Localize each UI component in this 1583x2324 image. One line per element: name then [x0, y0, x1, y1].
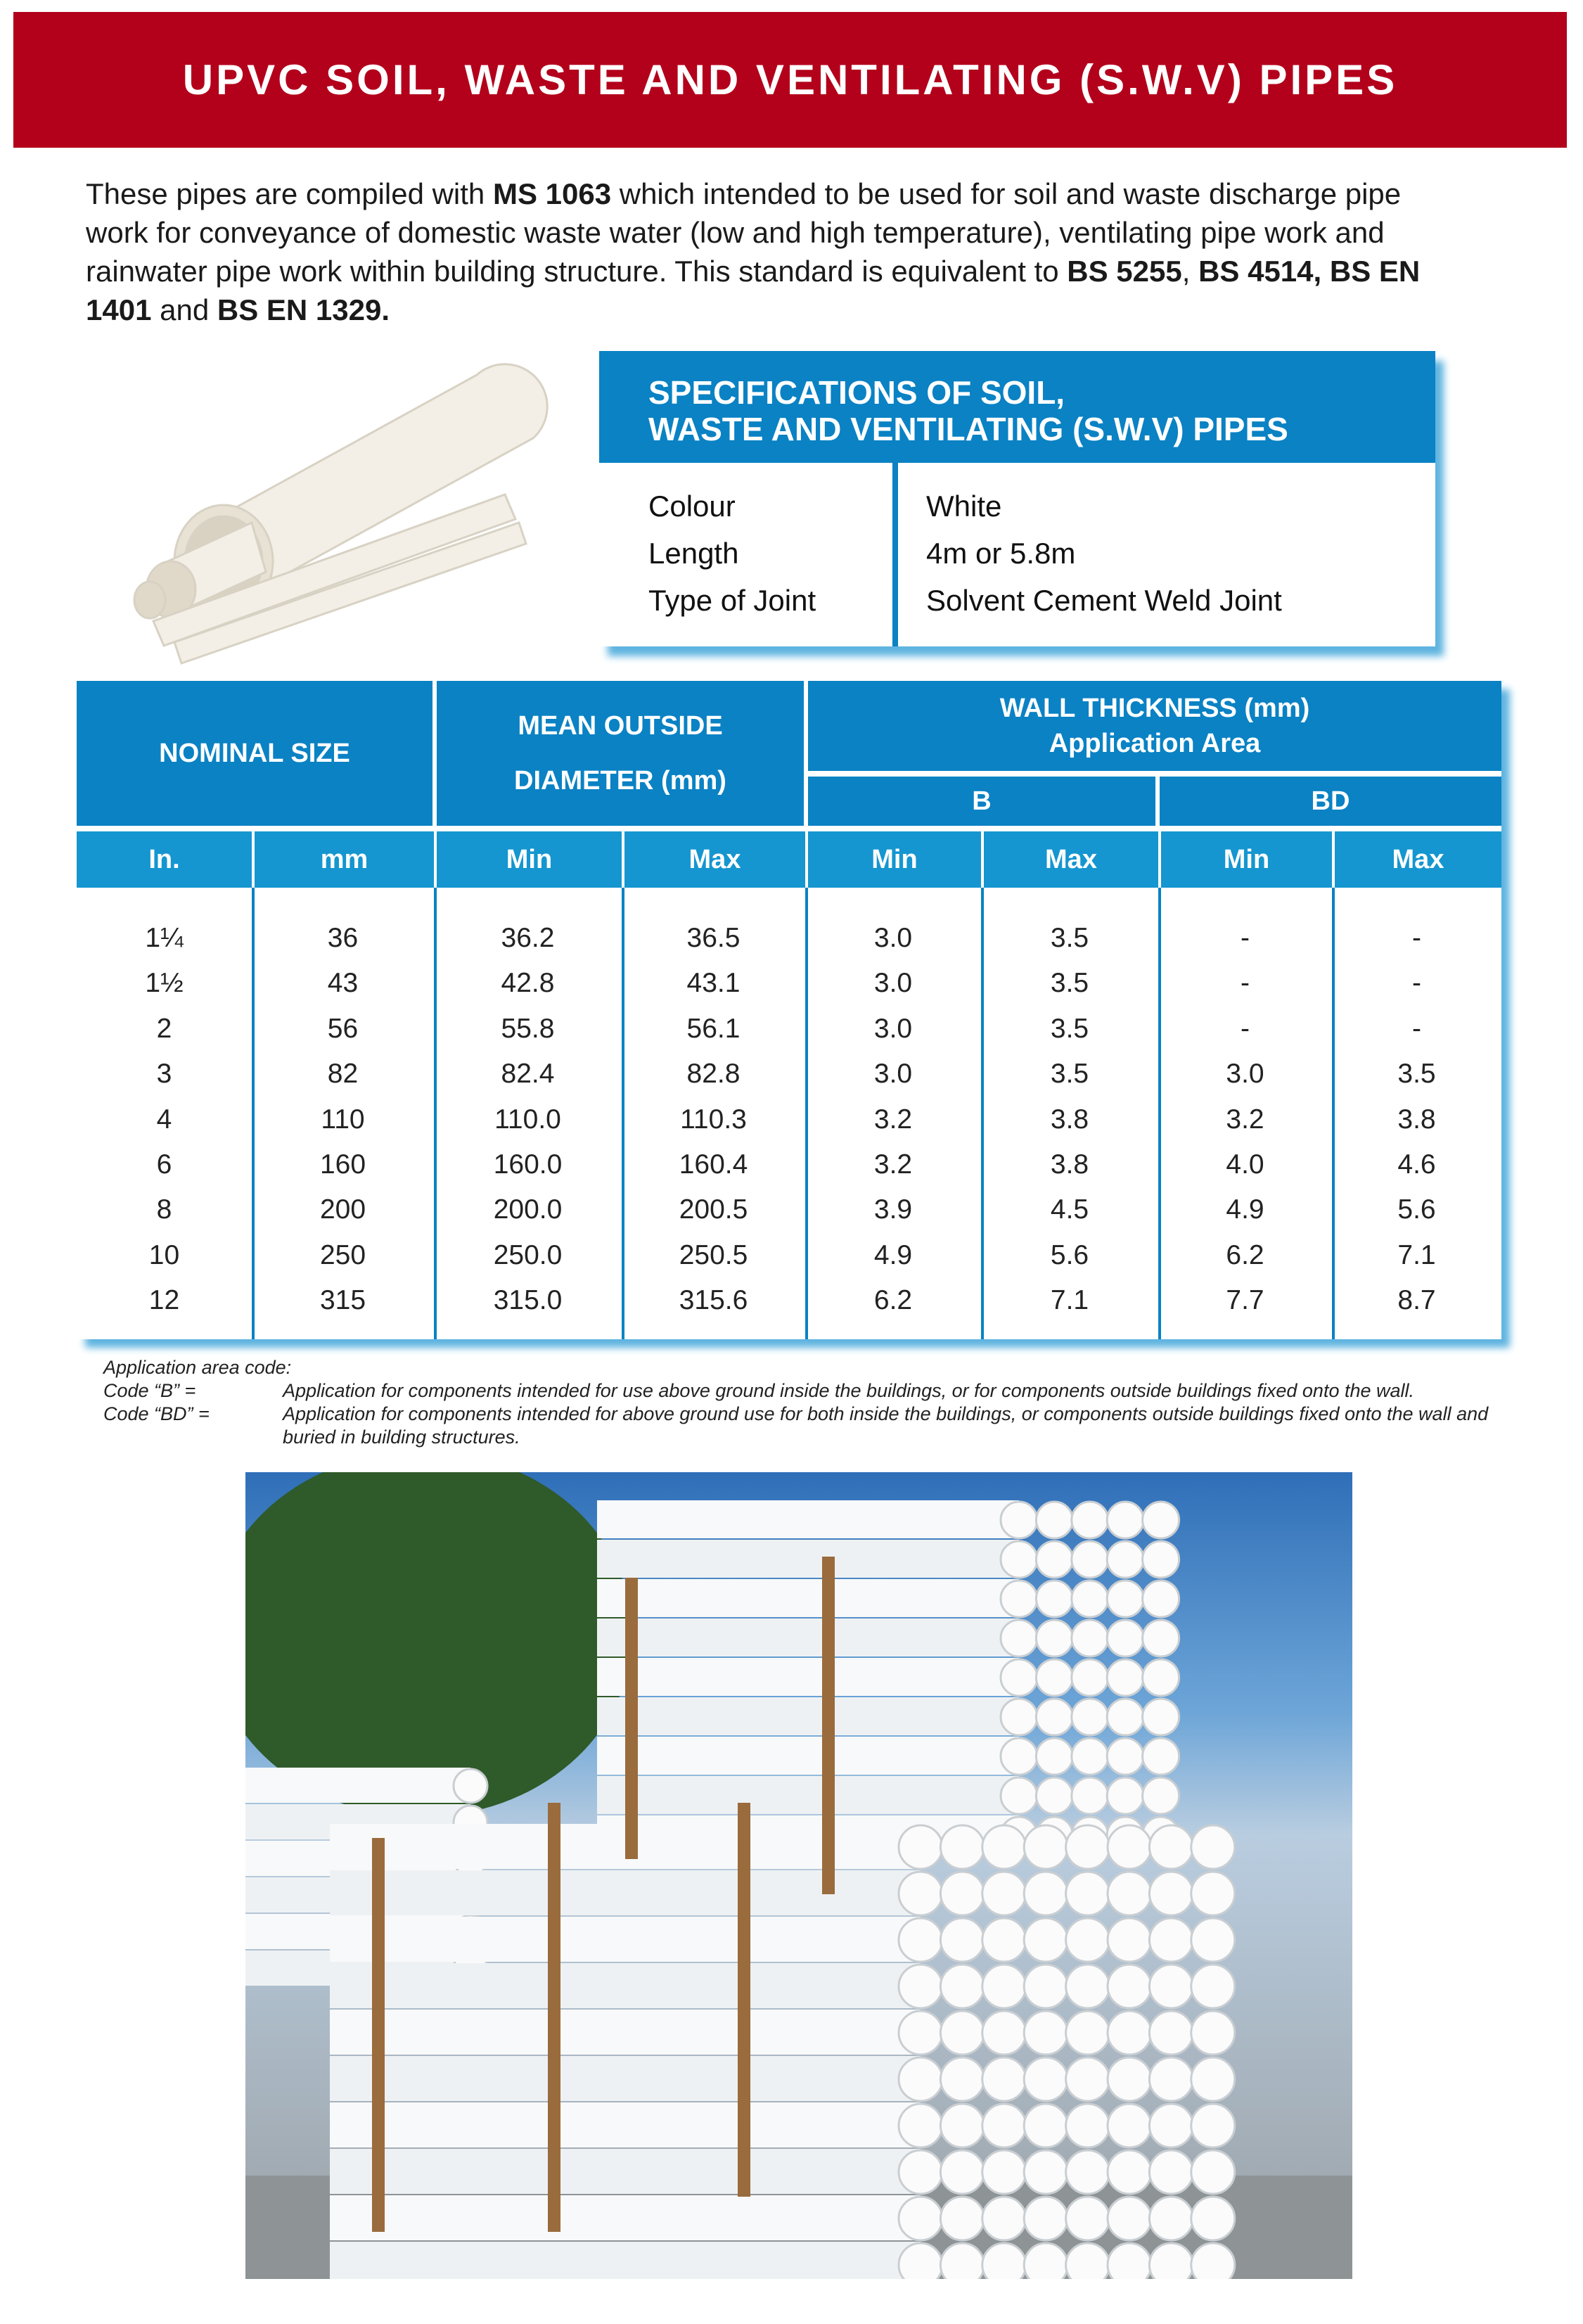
pipe-end: [1072, 1581, 1108, 1617]
table-cell: 160: [319, 1149, 366, 1180]
table-cell: 3.9: [873, 1194, 913, 1225]
pipe-end: [1108, 1872, 1151, 1915]
subheader-4: Min: [808, 831, 981, 888]
pipe: [597, 1579, 1019, 1617]
table-cell: 200.0: [493, 1194, 563, 1225]
header-text: Application Area: [1049, 729, 1261, 758]
pipe-end: [982, 1965, 1026, 2008]
table-cell: -: [1241, 923, 1250, 953]
pipe: [597, 1776, 1019, 1814]
pipe-end: [1024, 2243, 1068, 2279]
subheader-5: Max: [984, 831, 1158, 888]
pipe-end: [940, 2104, 984, 2147]
pipe-end: [1001, 1620, 1037, 1656]
table-cell: 315.0: [493, 1285, 563, 1316]
table-cell: 3.2: [873, 1149, 913, 1180]
subheader-6: Min: [1161, 831, 1332, 888]
table-cell: 3.8: [1050, 1104, 1089, 1135]
wooden-brace: [372, 1838, 385, 2232]
table-cell: 5.6: [1397, 1194, 1436, 1225]
pipe-end: [1191, 2057, 1235, 2101]
pipe-end: [1024, 2011, 1068, 2055]
pipe-end: [899, 1918, 942, 1962]
pipe-end: [1149, 2011, 1193, 2055]
table-cell: -: [1241, 1013, 1250, 1044]
header-text: MEAN OUTSIDE: [518, 711, 723, 741]
pipe-end: [940, 1872, 984, 1915]
pipe-end: [1108, 2150, 1151, 2194]
pipe-end: [1107, 1620, 1143, 1656]
pipe-end: [1143, 1659, 1179, 1696]
intro-text: and: [151, 293, 217, 326]
pipes-product-image: [111, 333, 563, 666]
spec-value-colour: White: [926, 490, 1002, 523]
table-cell: -: [1412, 968, 1421, 999]
table-cell: 110: [321, 1104, 365, 1135]
pipe-end: [1066, 1918, 1110, 1962]
pipe-end: [1149, 2197, 1193, 2240]
pipe-end: [1108, 2243, 1151, 2279]
table-cell: 43: [327, 968, 359, 999]
pipe-end: [982, 1825, 1026, 1869]
pipe-end: [1066, 2011, 1110, 2055]
pipe-end: [1149, 1918, 1193, 1962]
pipe-end: [1001, 1541, 1037, 1578]
pipe-end: [1107, 1738, 1143, 1775]
pipe: [330, 1917, 921, 1962]
pipe-end: [899, 2057, 942, 2101]
table-cell: 200: [319, 1194, 366, 1225]
pipe-end: [1149, 2150, 1193, 2194]
table-cell: 315.6: [679, 1285, 748, 1316]
pipe-end: [1036, 1777, 1072, 1814]
table-cell: 36.5: [686, 923, 741, 953]
table-cell: 3.8: [1397, 1104, 1436, 1135]
table-cell: 160.0: [493, 1149, 563, 1180]
intro-standard: BS EN 1329.: [217, 293, 390, 326]
table-cell: 250: [319, 1239, 366, 1270]
pipe-end: [1024, 2197, 1068, 2240]
pipe: [597, 1697, 1019, 1735]
table-cell: 110.3: [680, 1104, 747, 1135]
table-cell: 2: [156, 1013, 172, 1044]
pipe: [330, 2102, 921, 2147]
pipe-end: [1108, 1918, 1151, 1962]
header-wall-thickness: [808, 681, 1501, 771]
pipe-end: [1107, 1581, 1143, 1617]
pipe-end: [1036, 1659, 1072, 1696]
pipe-end: [1149, 2104, 1193, 2147]
pipe-end: [1024, 1825, 1068, 1869]
pipe-end: [1072, 1541, 1108, 1578]
table-cell: 43.1: [686, 968, 741, 999]
pipe-end: [1191, 1965, 1235, 2008]
intro-text: ,: [1181, 255, 1199, 288]
pipe-end: [1072, 1620, 1108, 1656]
pipe-end: [940, 1965, 984, 2008]
pipe-end: [1024, 1872, 1068, 1915]
pipe: [597, 1658, 1019, 1696]
table-cell: 10: [148, 1239, 180, 1270]
pipe-end: [1024, 2150, 1068, 2194]
pipe-end: [1191, 1918, 1235, 1962]
table-cell: 110.0: [494, 1104, 561, 1135]
wooden-brace: [738, 1803, 750, 2197]
table-cell: 250.5: [679, 1239, 748, 1270]
pipe-end: [1066, 1965, 1110, 2008]
pipe-end: [1143, 1502, 1179, 1538]
pipe-end: [1108, 1965, 1151, 2008]
pipe-end: [1143, 1699, 1179, 1735]
pipe: [330, 2242, 921, 2279]
pipe-end: [1108, 1825, 1151, 1869]
table-cell: 12: [148, 1285, 180, 1316]
pipe: [330, 2010, 921, 2055]
spec-value-length: 4m or 5.8m: [926, 537, 1076, 570]
intro-text: These pipes are compiled with: [86, 177, 493, 210]
table-cell: 3.8: [1050, 1149, 1089, 1180]
table-cell: 5.6: [1050, 1239, 1089, 1270]
subheader-2: Min: [437, 831, 622, 888]
table-cell: 3.0: [873, 1013, 913, 1044]
pipe-end: [1149, 2243, 1193, 2279]
pipe-end: [1107, 1699, 1143, 1735]
pipe-end: [1066, 2057, 1110, 2101]
pipe-end: [982, 2197, 1026, 2240]
title-bar: [13, 12, 1567, 148]
table-cell: 1¼: [145, 923, 184, 953]
pipe-end: [1143, 1581, 1179, 1617]
table-cell: 4.9: [873, 1239, 913, 1270]
application-notes: [103, 1356, 1510, 1449]
code-b-text: Application for components intended for use above ground inside the buildings, or for components outside buildings fixed onto the wall.: [283, 1380, 1415, 1401]
pipe-end: [1024, 2057, 1068, 2101]
intro-standard: BS 4514, BS EN 1401: [86, 255, 1421, 326]
pipe-end: [1024, 1965, 1068, 2008]
table-cell: 55.8: [501, 1013, 555, 1044]
table-cell: 3.5: [1050, 968, 1089, 999]
pipe-end: [1143, 1738, 1179, 1775]
pipe-end: [1191, 2243, 1235, 2279]
subheader-0: In.: [77, 831, 252, 888]
pipe-end: [1036, 1502, 1072, 1538]
table-cell: 3.2: [873, 1104, 913, 1135]
pipe-end: [1107, 1541, 1143, 1578]
specifications-box: [599, 351, 1435, 646]
pipe-end: [1072, 1659, 1108, 1696]
specifications-heading: [599, 351, 1435, 463]
spec-label-length: Length: [648, 537, 739, 570]
subheader-7: Max: [1335, 831, 1501, 888]
notes-heading: Application area code:: [103, 1357, 292, 1378]
table-cell: 36.2: [501, 923, 555, 953]
pipe-end: [1066, 1872, 1110, 1915]
table-cell: 7.1: [1050, 1285, 1089, 1316]
code-bd-key: Code “BD” =: [103, 1403, 210, 1424]
pipe-end: [1066, 2104, 1110, 2147]
wooden-brace: [625, 1578, 638, 1859]
pipe-end: [982, 2011, 1026, 2055]
table-cell: -: [1241, 968, 1250, 999]
table-cell: 8: [156, 1194, 172, 1225]
pipe: [597, 1737, 1019, 1775]
pipe-end: [1143, 1620, 1179, 1656]
wooden-brace: [548, 1803, 560, 2232]
table-cell: 4.6: [1397, 1149, 1436, 1180]
table-cell: 8.7: [1397, 1285, 1436, 1316]
spec-label-joint: Type of Joint: [648, 584, 816, 617]
pipe-end: [1149, 2057, 1193, 2101]
pipe-end: [454, 1769, 487, 1803]
table-cell: 3.0: [873, 1059, 913, 1090]
table-cell: 82.4: [501, 1059, 555, 1090]
pipe-end: [1072, 1502, 1108, 1538]
pipe-end: [982, 1918, 1026, 1962]
intro-text: which intended to be used for soil and waste discharge pipe work for conveyance of domestic waste water (low and high temperature), ventilating pipe work and rainwater pipe work within building structure. This standard is equivalent to: [86, 177, 1402, 288]
table-cell: 56.1: [686, 1013, 741, 1044]
table-cell: 82.8: [686, 1059, 741, 1090]
table-cell: 4: [156, 1104, 172, 1135]
table-cell: 56: [327, 1013, 359, 1044]
spec-label-colour: Colour: [648, 490, 736, 523]
pipe-end: [899, 2011, 942, 2055]
spec-value-joint: Solvent Cement Weld Joint: [926, 584, 1282, 617]
table-cell: -: [1412, 923, 1421, 953]
table-cell: 4.9: [1226, 1194, 1264, 1225]
table-cell: 3.5: [1397, 1059, 1436, 1090]
table-cell: 1½: [145, 968, 184, 999]
tree: [245, 1472, 632, 1817]
table-cell: 82: [327, 1059, 359, 1090]
pipe-end: [940, 2243, 984, 2279]
pipe-end: [1108, 2057, 1151, 2101]
table-cell: 3.5: [1050, 1013, 1089, 1044]
header-text: DIAMETER (mm): [514, 766, 726, 796]
stacked-pipes-photo: [245, 1472, 1352, 2279]
pipe-end: [1036, 1620, 1072, 1656]
code-b-key: Code “B” =: [103, 1380, 196, 1401]
header-nominal-size: NOMINAL SIZE: [77, 681, 432, 826]
table-cell: 36: [327, 923, 359, 953]
pipe-end: [1072, 1699, 1108, 1735]
pipe-end: [1001, 1699, 1037, 1735]
pipe: [597, 1500, 1019, 1538]
pipe-end: [1149, 1965, 1193, 2008]
table-cell: -: [1412, 1013, 1421, 1044]
pipe-end: [1001, 1659, 1037, 1696]
spec-heading-line: WASTE AND VENTILATING (S.W.V) PIPES: [648, 411, 1288, 447]
table-cell: 3.5: [1050, 923, 1089, 953]
header-text: WALL THICKNESS (mm): [999, 694, 1310, 723]
pipe: [597, 1540, 1019, 1578]
header-mean-outside-diameter: [437, 681, 804, 826]
pipe: [245, 1768, 470, 1803]
pipe-end: [982, 2104, 1026, 2147]
wooden-brace: [822, 1557, 835, 1894]
pipe-end: [940, 1825, 984, 1869]
pipe-end: [1107, 1502, 1143, 1538]
pipe-end: [1191, 1872, 1235, 1915]
pipe-end: [1036, 1738, 1072, 1775]
table-cell: 3.0: [873, 968, 913, 999]
pipe-end: [899, 1825, 942, 1869]
pipe-end: [899, 1965, 942, 2008]
pipe-end: [1072, 1777, 1108, 1814]
table-cell: 42.8: [501, 968, 555, 999]
pipe-end: [1066, 2150, 1110, 2194]
pipe-end: [940, 1918, 984, 1962]
pipe-end: [1024, 1918, 1068, 1962]
intro-standard: BS 5255: [1067, 255, 1182, 288]
pipe-end: [1108, 2011, 1151, 2055]
pipe-end: [1149, 1825, 1193, 1869]
pipe-end: [1191, 2104, 1235, 2147]
table-cell: 250.0: [493, 1239, 563, 1270]
pipe-end: [1107, 1659, 1143, 1696]
pipe-end: [940, 2150, 984, 2194]
pipe: [330, 1963, 921, 2008]
pipe-end: [1024, 2104, 1068, 2147]
dimensions-table: [77, 681, 1501, 1339]
subheader-3: Max: [624, 831, 805, 888]
pipe-end: [1191, 2011, 1235, 2055]
table-cell: 6.2: [873, 1285, 913, 1316]
table-cell: 4.5: [1050, 1194, 1089, 1225]
table-cell: 7.7: [1226, 1285, 1264, 1316]
intro-paragraph: [86, 174, 1464, 329]
pipe-end: [1001, 1738, 1037, 1775]
pipe-end: [940, 2011, 984, 2055]
table-cell: 3: [156, 1059, 172, 1090]
pipe-end: [1191, 1825, 1235, 1869]
pipe-end: [1072, 1738, 1108, 1775]
pipe-end: [899, 2197, 942, 2240]
pipe-end: [940, 2057, 984, 2101]
pipe-end: [1107, 1777, 1143, 1814]
pipe-end: [1143, 1777, 1179, 1814]
table-cell: 7.1: [1397, 1239, 1436, 1270]
table-cell: 3.5: [1050, 1059, 1089, 1090]
pipe-end: [940, 2197, 984, 2240]
code-bd-text: Application for components intended for above ground use for both inside the buildings, or components outside buildings fixed onto the wall and buried in building structures.: [283, 1403, 1489, 1448]
pipe: [330, 2149, 921, 2194]
pipe-end: [1149, 1872, 1193, 1915]
table-cell: 3.0: [1226, 1059, 1264, 1090]
pipe-end: [899, 2150, 942, 2194]
spec-heading-line: SPECIFICATIONS OF SOIL,: [648, 374, 1065, 411]
pipe: [330, 2195, 921, 2240]
table-cell: 160.4: [679, 1149, 748, 1180]
header-b: B: [808, 777, 1155, 826]
pipe-end: [1191, 2150, 1235, 2194]
pipe-end: [982, 2057, 1026, 2101]
table-cell: 315: [319, 1285, 366, 1316]
pipe-end: [1036, 1541, 1072, 1578]
pipe-end: [982, 1872, 1026, 1915]
pipe-end: [1191, 2197, 1235, 2240]
pipe-end: [899, 1872, 942, 1915]
table-cell: 6.2: [1226, 1239, 1264, 1270]
pipe-end: [899, 2243, 942, 2279]
table-cell: 200.5: [679, 1194, 748, 1225]
table-cell: 3.2: [1226, 1104, 1264, 1135]
pipe-end: [899, 2104, 942, 2147]
pipe-end: [982, 2150, 1026, 2194]
pipe-end: [1036, 1699, 1072, 1735]
pipe-end: [1001, 1581, 1037, 1617]
intro-standard: MS 1063: [492, 177, 612, 210]
page-title: UPVC SOIL, WASTE AND VENTILATING (S.W.V) PIPES: [182, 56, 1398, 103]
table-cell: 4.0: [1226, 1149, 1264, 1180]
table-cell: 6: [156, 1149, 172, 1180]
pipe: [597, 1618, 1019, 1656]
pipe-end: [982, 2243, 1026, 2279]
header-bd: BD: [1160, 777, 1501, 826]
pipe-end: [1066, 2197, 1110, 2240]
pipe-end: [1108, 2104, 1151, 2147]
table-cell: 3.0: [873, 923, 913, 953]
pipe: [330, 2056, 921, 2101]
pipe-end: [1036, 1581, 1072, 1617]
pipe-end: [1066, 1825, 1110, 1869]
pipe-end: [1001, 1777, 1037, 1814]
pipe-end: [1108, 2197, 1151, 2240]
subheader-1: mm: [255, 831, 434, 888]
pipe-end: [1143, 1541, 1179, 1578]
pipe-end: [1066, 2243, 1110, 2279]
pipe-end: [1001, 1502, 1037, 1538]
